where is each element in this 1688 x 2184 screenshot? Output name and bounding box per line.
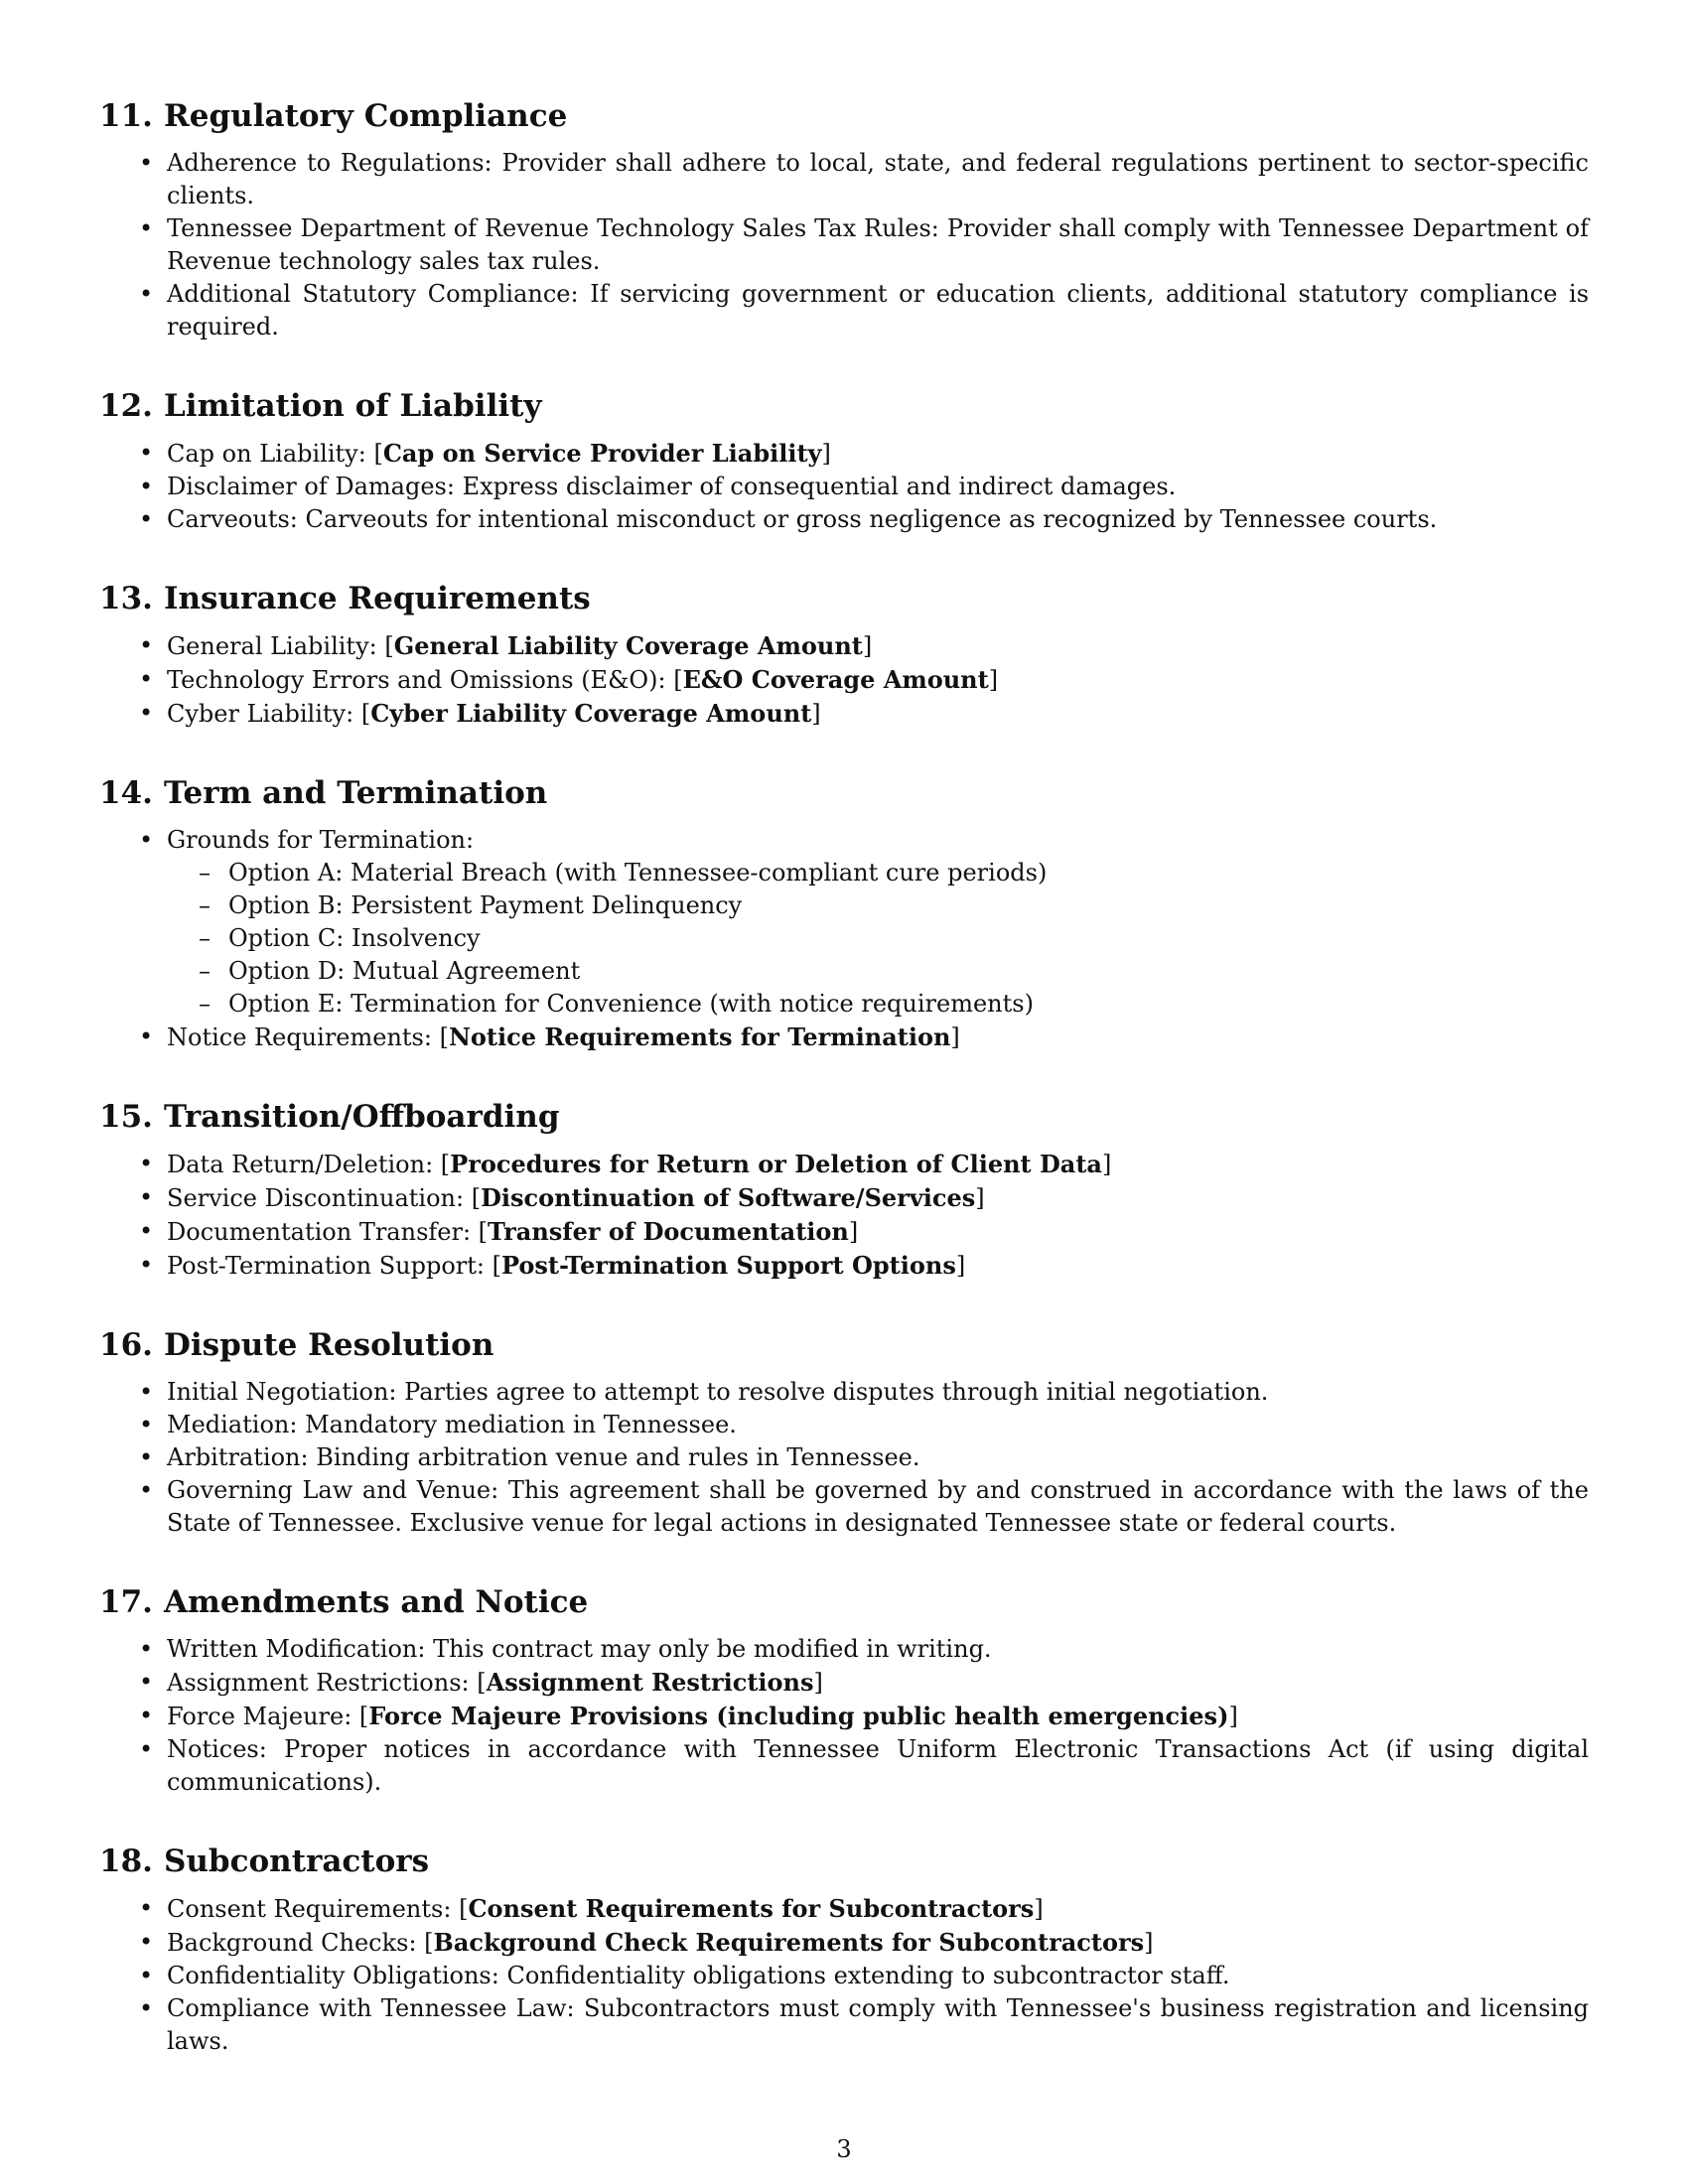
item-label: Tennessee Department of Revenue Technology Sales Tax Rules:	[167, 214, 939, 242]
list-item	[99, 1733, 1589, 1799]
item-label: Grounds for Termination:	[167, 826, 475, 854]
list-item	[99, 824, 1589, 1021]
item-label: Consent Requirements:	[167, 1895, 452, 1923]
list-item	[99, 1441, 1589, 1474]
section-term-and-termination	[99, 772, 1589, 1054]
item-label: Adherence to Regulations:	[167, 149, 492, 177]
list-item: • Force Majeure: [Force Majeure Provisions (including public health emergencies)]	[99, 1700, 1589, 1733]
section-number: 14.	[99, 775, 153, 811]
section-dispute-resolution	[99, 1324, 1589, 1540]
item-label: Notices:	[167, 1735, 267, 1763]
item-label: Governing Law and Venue:	[167, 1476, 499, 1504]
item-text: If servicing government or education clients, additional statutory compliance is required.	[167, 280, 1590, 341]
placeholder-field: General Liability Coverage Amount	[393, 631, 863, 660]
placeholder-field: Transfer of Documentation	[488, 1217, 849, 1246]
section-number: 18.	[99, 1843, 153, 1879]
item-text: Provider shall adhere to local, state, and federal regulations pertinent to sector-specific clients.	[167, 149, 1589, 209]
placeholder-field: Cyber Liability Coverage Amount	[370, 699, 812, 728]
placeholder-field: Background Check Requirements for Subcontractors	[433, 1928, 1145, 1957]
list-item	[99, 212, 1589, 278]
section-amendments-and-notice	[99, 1581, 1589, 1799]
placeholder-field: Consent Requirements for Subcontractors	[468, 1894, 1035, 1923]
list-item: • Cap on Liability: [Cap on Service Provider Liability]	[99, 437, 1589, 471]
list-item	[99, 1409, 1589, 1441]
bullet-list	[99, 1148, 1589, 1283]
sub-list-item: – Option C: Insolvency	[167, 922, 1589, 955]
document-page	[99, 95, 1589, 2100]
item-label: Data Return/Deletion:	[167, 1151, 434, 1178]
sub-list-item: – Option A: Material Breach (with Tennessee-compliant cure periods)	[167, 857, 1589, 889]
item-text: Provider shall comply with Tennessee Department of Revenue technology sales tax rules.	[167, 214, 1589, 275]
item-label: Written Modification:	[167, 1635, 426, 1663]
placeholder-field: Force Majeure Provisions (including public health emergencies)	[368, 1702, 1229, 1730]
section-title: Dispute Resolution	[164, 1327, 494, 1363]
section-heading	[99, 1324, 1589, 1366]
item-label: Technology Errors and Omissions (E&O):	[167, 666, 666, 694]
section-heading	[99, 385, 1589, 427]
item-label: Confidentiality Obligations:	[167, 1962, 499, 1989]
item-label: General Liability:	[167, 632, 377, 660]
item-text: Parties agree to attempt to resolve disputes through initial negotiation.	[404, 1378, 1269, 1406]
item-text: Express disclaimer of consequential and indirect damages.	[462, 473, 1177, 500]
list-item: • Consent Requirements: [Consent Requirements for Subcontractors]	[99, 1892, 1589, 1926]
list-item: • Data Return/Deletion: [Procedures for Return or Deletion of Client Data]	[99, 1148, 1589, 1181]
item-label: Background Checks:	[167, 1929, 417, 1957]
item-label: Documentation Transfer:	[167, 1218, 472, 1246]
section-number: 13.	[99, 581, 153, 616]
section-subcontractors	[99, 1841, 1589, 2058]
section-insurance-requirements	[99, 578, 1589, 731]
bullet-list	[99, 437, 1589, 536]
item-label: Service Discontinuation:	[167, 1184, 465, 1212]
list-item	[99, 1633, 1589, 1666]
section-title: Transition/Offboarding	[164, 1099, 560, 1135]
list-item	[99, 471, 1589, 503]
list-item: • Cyber Liability: [Cyber Liability Coverage Amount]	[99, 697, 1589, 731]
list-item	[99, 278, 1589, 343]
item-label: Arbitration:	[167, 1443, 309, 1471]
placeholder-field: Notice Requirements for Termination	[448, 1023, 951, 1051]
section-title: Limitation of Liability	[164, 388, 542, 424]
bullet-list	[99, 824, 1589, 1054]
section-title: Insurance Requirements	[164, 581, 591, 616]
section-heading	[99, 1581, 1589, 1623]
item-label: Cyber Liability:	[167, 700, 354, 728]
item-label: Initial Negotiation:	[167, 1378, 397, 1406]
item-label: Additional Statutory Compliance:	[167, 280, 579, 308]
section-title: Regulatory Compliance	[164, 98, 568, 134]
section-title: Amendments and Notice	[164, 1584, 589, 1620]
placeholder-field: Discontinuation of Software/Services	[481, 1183, 976, 1212]
item-label: Disclaimer of Damages:	[167, 473, 455, 500]
section-limitation-of-liability	[99, 385, 1589, 536]
section-heading	[99, 772, 1589, 814]
section-title: Subcontractors	[164, 1843, 430, 1879]
list-item: • Notice Requirements: [Notice Requirements for Termination]	[99, 1021, 1589, 1054]
section-heading	[99, 578, 1589, 619]
item-label: Assignment Restrictions:	[167, 1669, 470, 1697]
list-item: • Service Discontinuation: [Discontinuation of Software/Services]	[99, 1181, 1589, 1215]
placeholder-field: Procedures for Return or Deletion of Client Data	[450, 1150, 1102, 1178]
section-number: 11.	[99, 98, 153, 134]
sub-list	[167, 857, 1589, 1021]
item-text: Binding arbitration venue and rules in Tennessee.	[316, 1443, 920, 1471]
item-label: Mediation:	[167, 1411, 298, 1438]
item-text: Mandatory mediation in Tennessee.	[305, 1411, 737, 1438]
item-text: This contract may only be modified in writing.	[433, 1635, 992, 1663]
placeholder-field: Post-Termination Support Options	[501, 1251, 956, 1280]
sub-list-item: – Option B: Persistent Payment Delinquency	[167, 889, 1589, 922]
section-number: 16.	[99, 1327, 153, 1363]
list-item	[99, 1376, 1589, 1409]
item-text: Confidentiality obligations extending to subcontractor staff.	[506, 1962, 1230, 1989]
sub-list-item: – Option E: Termination for Convenience (with notice requirements)	[167, 988, 1589, 1021]
item-label: Cap on Liability:	[167, 440, 366, 468]
sub-list-item: – Option D: Mutual Agreement	[167, 955, 1589, 988]
section-regulatory-compliance	[99, 95, 1589, 343]
list-item: • Assignment Restrictions: [Assignment Restrictions]	[99, 1666, 1589, 1700]
page-number: 3	[836, 2135, 852, 2163]
bullet-list	[99, 1376, 1589, 1540]
section-title: Term and Termination	[164, 775, 548, 811]
item-text: Proper notices in accordance with Tennessee Uniform Electronic Transactions Act (if using digital communications).	[167, 1735, 1589, 1796]
item-label: Notice Requirements:	[167, 1024, 432, 1051]
item-label: Carveouts:	[167, 505, 298, 533]
list-item: • Technology Errors and Omissions (E&O): [E&O Coverage Amount]	[99, 663, 1589, 697]
list-item	[99, 1474, 1589, 1540]
placeholder-field: E&O Coverage Amount	[682, 665, 989, 694]
section-number: 17.	[99, 1584, 153, 1620]
section-heading	[99, 95, 1589, 137]
bullet-list	[99, 629, 1589, 731]
list-item: • Post-Termination Support: [Post-Termination Support Options]	[99, 1249, 1589, 1283]
bullet-list	[99, 147, 1589, 343]
section-number: 12.	[99, 388, 153, 424]
list-item: • Background Checks: [Background Check Requirements for Subcontractors]	[99, 1926, 1589, 1960]
item-text: This agreement shall be governed by and construed in accordance with the laws of the State of Tennessee. Exclusive venue for legal actions in designated Tennessee state or federal courts.	[167, 1476, 1589, 1537]
list-item	[99, 1960, 1589, 1992]
section-transition-offboarding	[99, 1096, 1589, 1283]
item-text: Carveouts for intentional misconduct or gross negligence as recognized by Tennessee courts.	[305, 505, 1438, 533]
list-item	[99, 1992, 1589, 2058]
placeholder-field: Cap on Service Provider Liability	[382, 439, 822, 468]
item-label: Force Majeure:	[167, 1703, 352, 1730]
list-item	[99, 503, 1589, 536]
item-label: Post-Termination Support:	[167, 1252, 485, 1280]
section-number: 15.	[99, 1099, 153, 1135]
list-item	[99, 147, 1589, 212]
list-item: • Documentation Transfer: [Transfer of Documentation]	[99, 1215, 1589, 1249]
bullet-list	[99, 1633, 1589, 1799]
placeholder-field: Assignment Restrictions	[486, 1668, 814, 1697]
section-heading	[99, 1096, 1589, 1138]
list-item: • General Liability: [General Liability Coverage Amount]	[99, 629, 1589, 663]
section-heading	[99, 1841, 1589, 1882]
item-label: Compliance with Tennessee Law:	[167, 1994, 575, 2022]
item-text: Subcontractors must comply with Tennessee's business registration and licensing laws.	[167, 1994, 1590, 2055]
bullet-list	[99, 1892, 1589, 2058]
